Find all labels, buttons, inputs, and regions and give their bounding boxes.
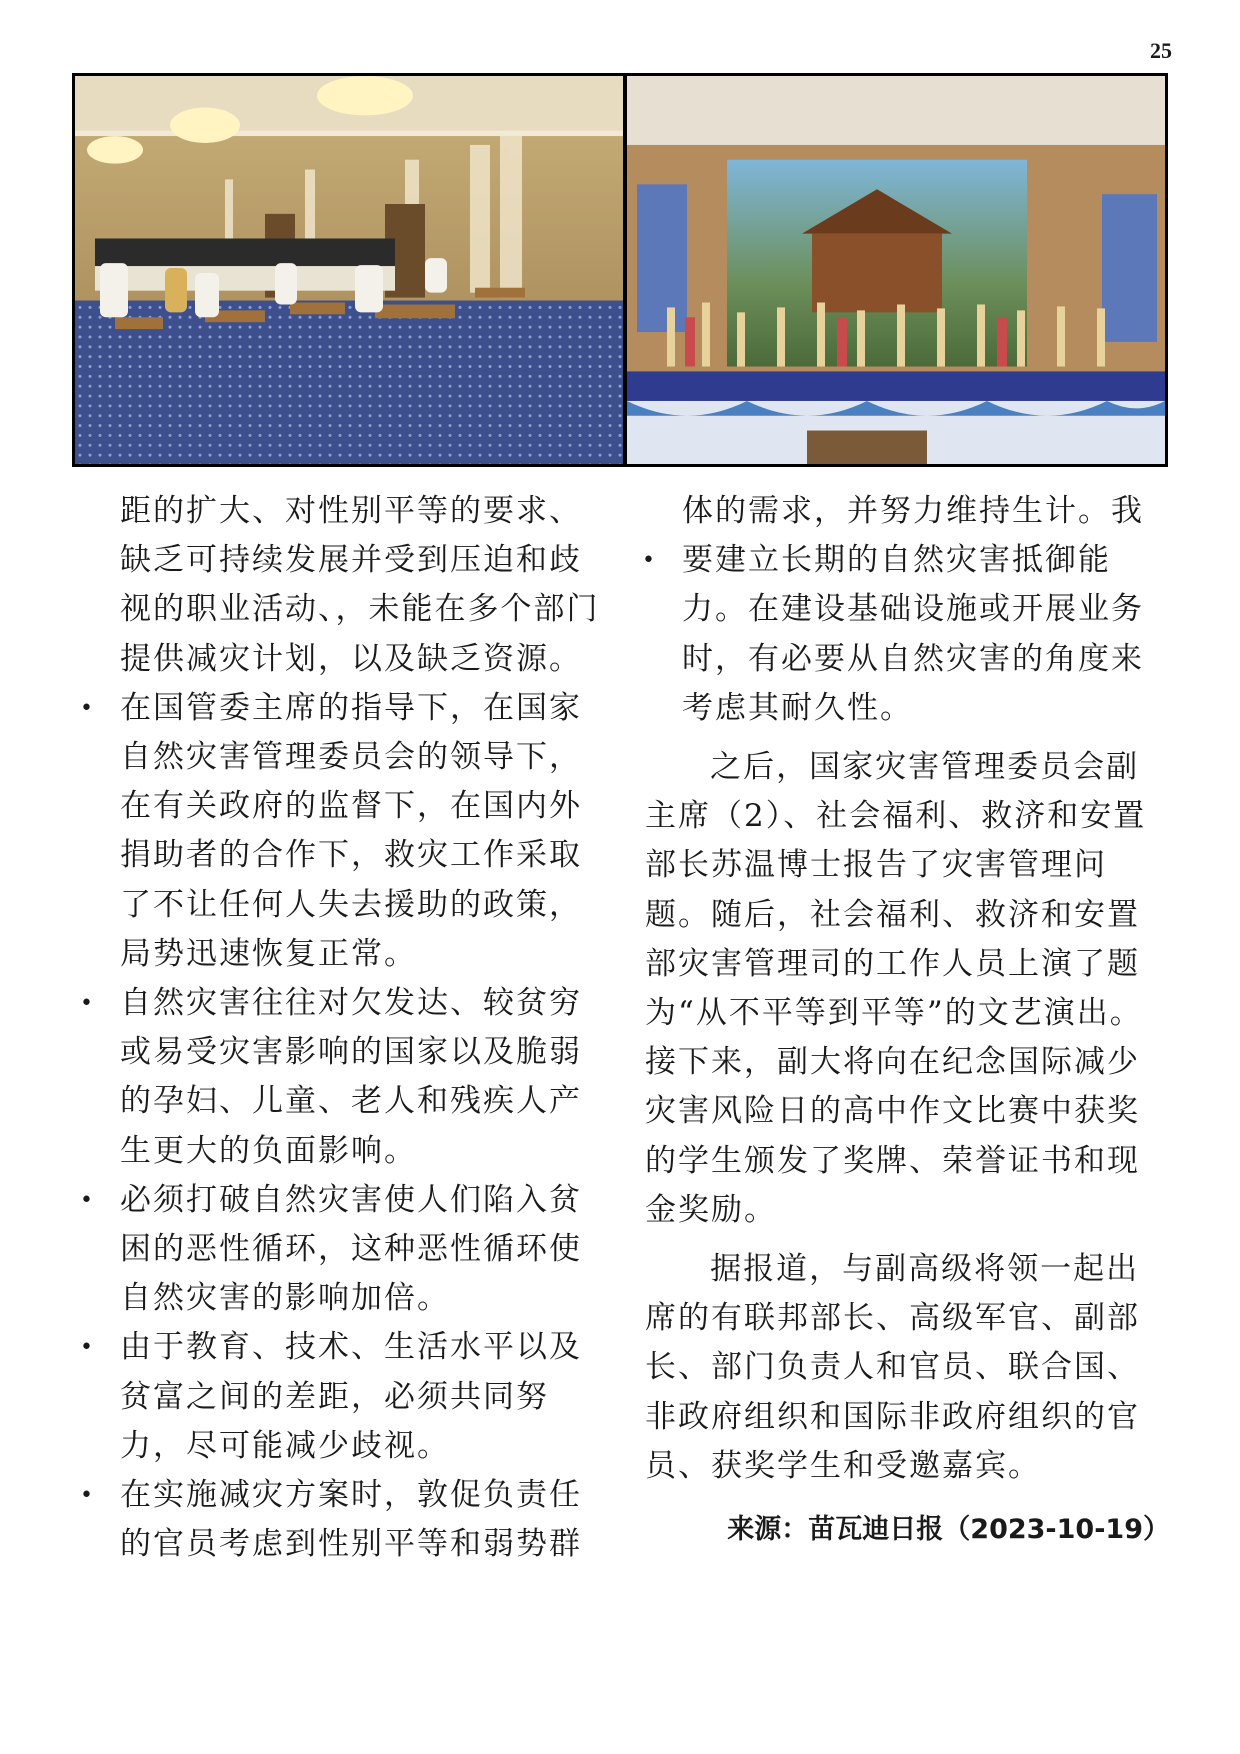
- bullet-dot-icon: •: [80, 1187, 95, 1213]
- stage-performance-photo: [627, 76, 1165, 464]
- bullet-text: 在实施减灾方案时，敦促负责任的官员考虑到性别平等和弱势群: [120, 1477, 582, 1563]
- left-column: [80, 487, 610, 1569]
- bullet-text: 自然灾害往往对欠发达、较贫穷或易受灾害影响的国家以及脆弱的孕妇、儿童、老人和残疾人产生更大的负面影响。: [120, 985, 582, 1169]
- right-column: [642, 487, 1170, 1554]
- bullet-dot-icon: •: [80, 1483, 95, 1509]
- bullet-item: [80, 1323, 610, 1471]
- lead-paragraph: 距的扩大、对性别平等的要求、缺乏可持续发展并受到压迫和歧视的职业活动、，未能在多个部门提供减灾计划，以及缺乏资源。: [120, 493, 600, 677]
- page-number: 25: [1150, 38, 1172, 63]
- body-paragraph: 据报道，与副高级将领一起出席的有联邦部长、高级军官、副部长、部门负责人和官员、联合国、非政府组织和国际非政府组织的官员、获奖学生和受邀嘉宾。: [645, 1251, 1140, 1484]
- bullet-item: [80, 1471, 610, 1569]
- bullet-item: [80, 684, 610, 979]
- bullet-dot-icon: •: [80, 695, 95, 721]
- left-bullet-list: [80, 684, 610, 1570]
- bullet-dot-icon: •: [642, 548, 657, 574]
- bullet-text: 要建立长期的自然灾害抵御能力。在建设基础设施或开展业务时，有必要从自然灾害的角度来考虑其耐久性。: [682, 542, 1144, 726]
- ceremony-hall-photo: [75, 76, 623, 464]
- body-paragraph: 之后，国家灾害管理委员会副主席（2）、社会福利、救济和安置部长苏温博士报告了灾害管理问题。随后，社会福利、救济和安置部灾害管理司的工作人员上演了题为“从不平等到平等”的文艺演出。接下来，副大将向在纪念国际减少灾害风险日的高中作文比赛中获奖的学生颁发了奖牌、荣誉证书和现金奖励。: [645, 749, 1147, 1228]
- bullet-dot-icon: •: [80, 1335, 95, 1361]
- bullet-item: [642, 536, 1170, 733]
- bullet-text: 由于教育、技术、生活水平以及贫富之间的差距，必须共同努力，尽可能减少歧视。: [120, 1329, 582, 1464]
- source-citation: 来源：苗瓦迪日报（2023-10-19）: [727, 1514, 1170, 1546]
- bullet-item: [80, 1176, 610, 1324]
- bullet-item: [80, 979, 610, 1176]
- photo-strip: [72, 73, 1168, 467]
- bullet-text: 在国管委主席的指导下，在国家自然灾害管理委员会的领导下，在有关政府的监督下，在国内外捐助者的合作下，救灾工作采取了不让任何人失去援助的政策，局势迅速恢复正常。: [120, 689, 582, 972]
- bullet-dot-icon: •: [80, 991, 95, 1017]
- bullet-text: 必须打破自然灾害使人们陷入贫困的恶性循环，这种恶性循环使自然灾害的影响加倍。: [120, 1181, 582, 1317]
- continuation-line: 体的需求，并努力维持生计。我: [682, 493, 1144, 529]
- right-bullet-list: [642, 536, 1170, 733]
